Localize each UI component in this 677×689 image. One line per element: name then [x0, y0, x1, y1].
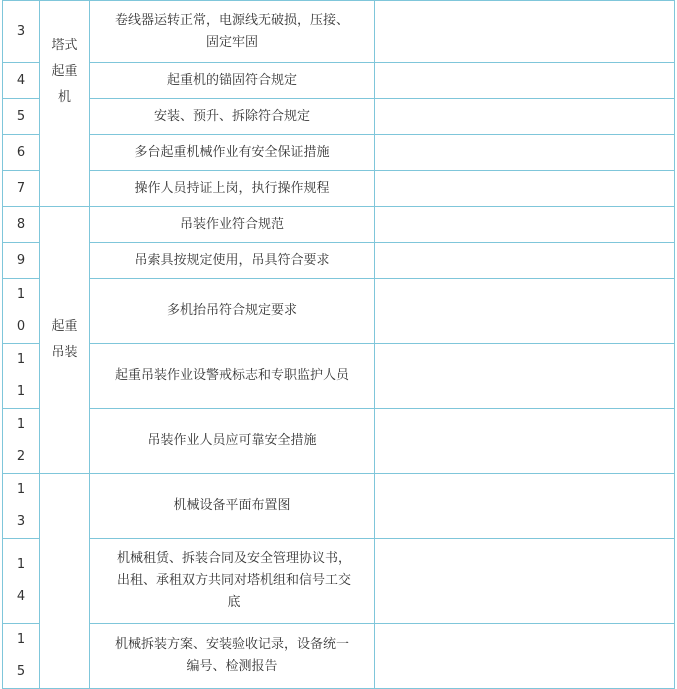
item-text: 起重吊装作业设警戒标志和专职监护人员: [90, 344, 375, 409]
inspection-table: [2, 0, 675, 689]
result-cell: [375, 624, 675, 689]
result-cell: [375, 344, 675, 409]
row-number: 1 1: [3, 344, 40, 409]
item-text: 起重机的锚固符合规定: [90, 63, 375, 99]
row-number: 6: [3, 135, 40, 171]
item-text: 机械拆装方案、安装验收记录，设备统一 编号、检测报告: [90, 624, 375, 689]
result-cell: [375, 207, 675, 243]
row-number: 1 3: [3, 474, 40, 539]
table-row: [3, 135, 675, 171]
item-text: 机械租赁、拆装合同及安全管理协议书， 出租、承租双方共同对塔机组和信号工交 底: [90, 539, 375, 624]
result-cell: [375, 1, 675, 63]
table-row: [3, 171, 675, 207]
category-cell-lifting: 起重 吊装: [40, 207, 90, 474]
item-text: 操作人员持证上岗，执行操作规程: [90, 171, 375, 207]
item-text: 多机抬吊符合规定要求: [90, 279, 375, 344]
result-cell: [375, 409, 675, 474]
result-cell: [375, 539, 675, 624]
table-row: [3, 409, 675, 474]
item-text: 多台起重机械作业有安全保证措施: [90, 135, 375, 171]
result-cell: [375, 474, 675, 539]
result-cell: [375, 279, 675, 344]
item-text: 安装、预升、拆除符合规定: [90, 99, 375, 135]
table-row: [3, 624, 675, 689]
item-text: 卷线器运转正常，电源线无破损，压接、 固定牢固: [90, 1, 375, 63]
result-cell: [375, 63, 675, 99]
item-text: 吊装作业符合规范: [90, 207, 375, 243]
category-cell-tower-crane: 塔式 起重 机: [40, 1, 90, 207]
result-cell: [375, 135, 675, 171]
row-number: 1 4: [3, 539, 40, 624]
row-number: 9: [3, 243, 40, 279]
table-row: [3, 1, 675, 63]
table-row: [3, 243, 675, 279]
table-row: [3, 63, 675, 99]
table-row: [3, 99, 675, 135]
row-number: 1 0: [3, 279, 40, 344]
table-row: [3, 474, 675, 539]
table-row: [3, 207, 675, 243]
row-number: 3: [3, 1, 40, 63]
row-number: 5: [3, 99, 40, 135]
row-number: 8: [3, 207, 40, 243]
row-number: 1 5: [3, 624, 40, 689]
result-cell: [375, 171, 675, 207]
result-cell: [375, 99, 675, 135]
table-row: [3, 539, 675, 624]
result-cell: [375, 243, 675, 279]
item-text: 吊索具按规定使用，吊具符合要求: [90, 243, 375, 279]
row-number: 1 2: [3, 409, 40, 474]
category-cell-empty: [40, 474, 90, 689]
table-row: [3, 344, 675, 409]
row-number: 4: [3, 63, 40, 99]
item-text: 吊装作业人员应可靠安全措施: [90, 409, 375, 474]
item-text: 机械设备平面布置图: [90, 474, 375, 539]
row-number: 7: [3, 171, 40, 207]
table-row: [3, 279, 675, 344]
